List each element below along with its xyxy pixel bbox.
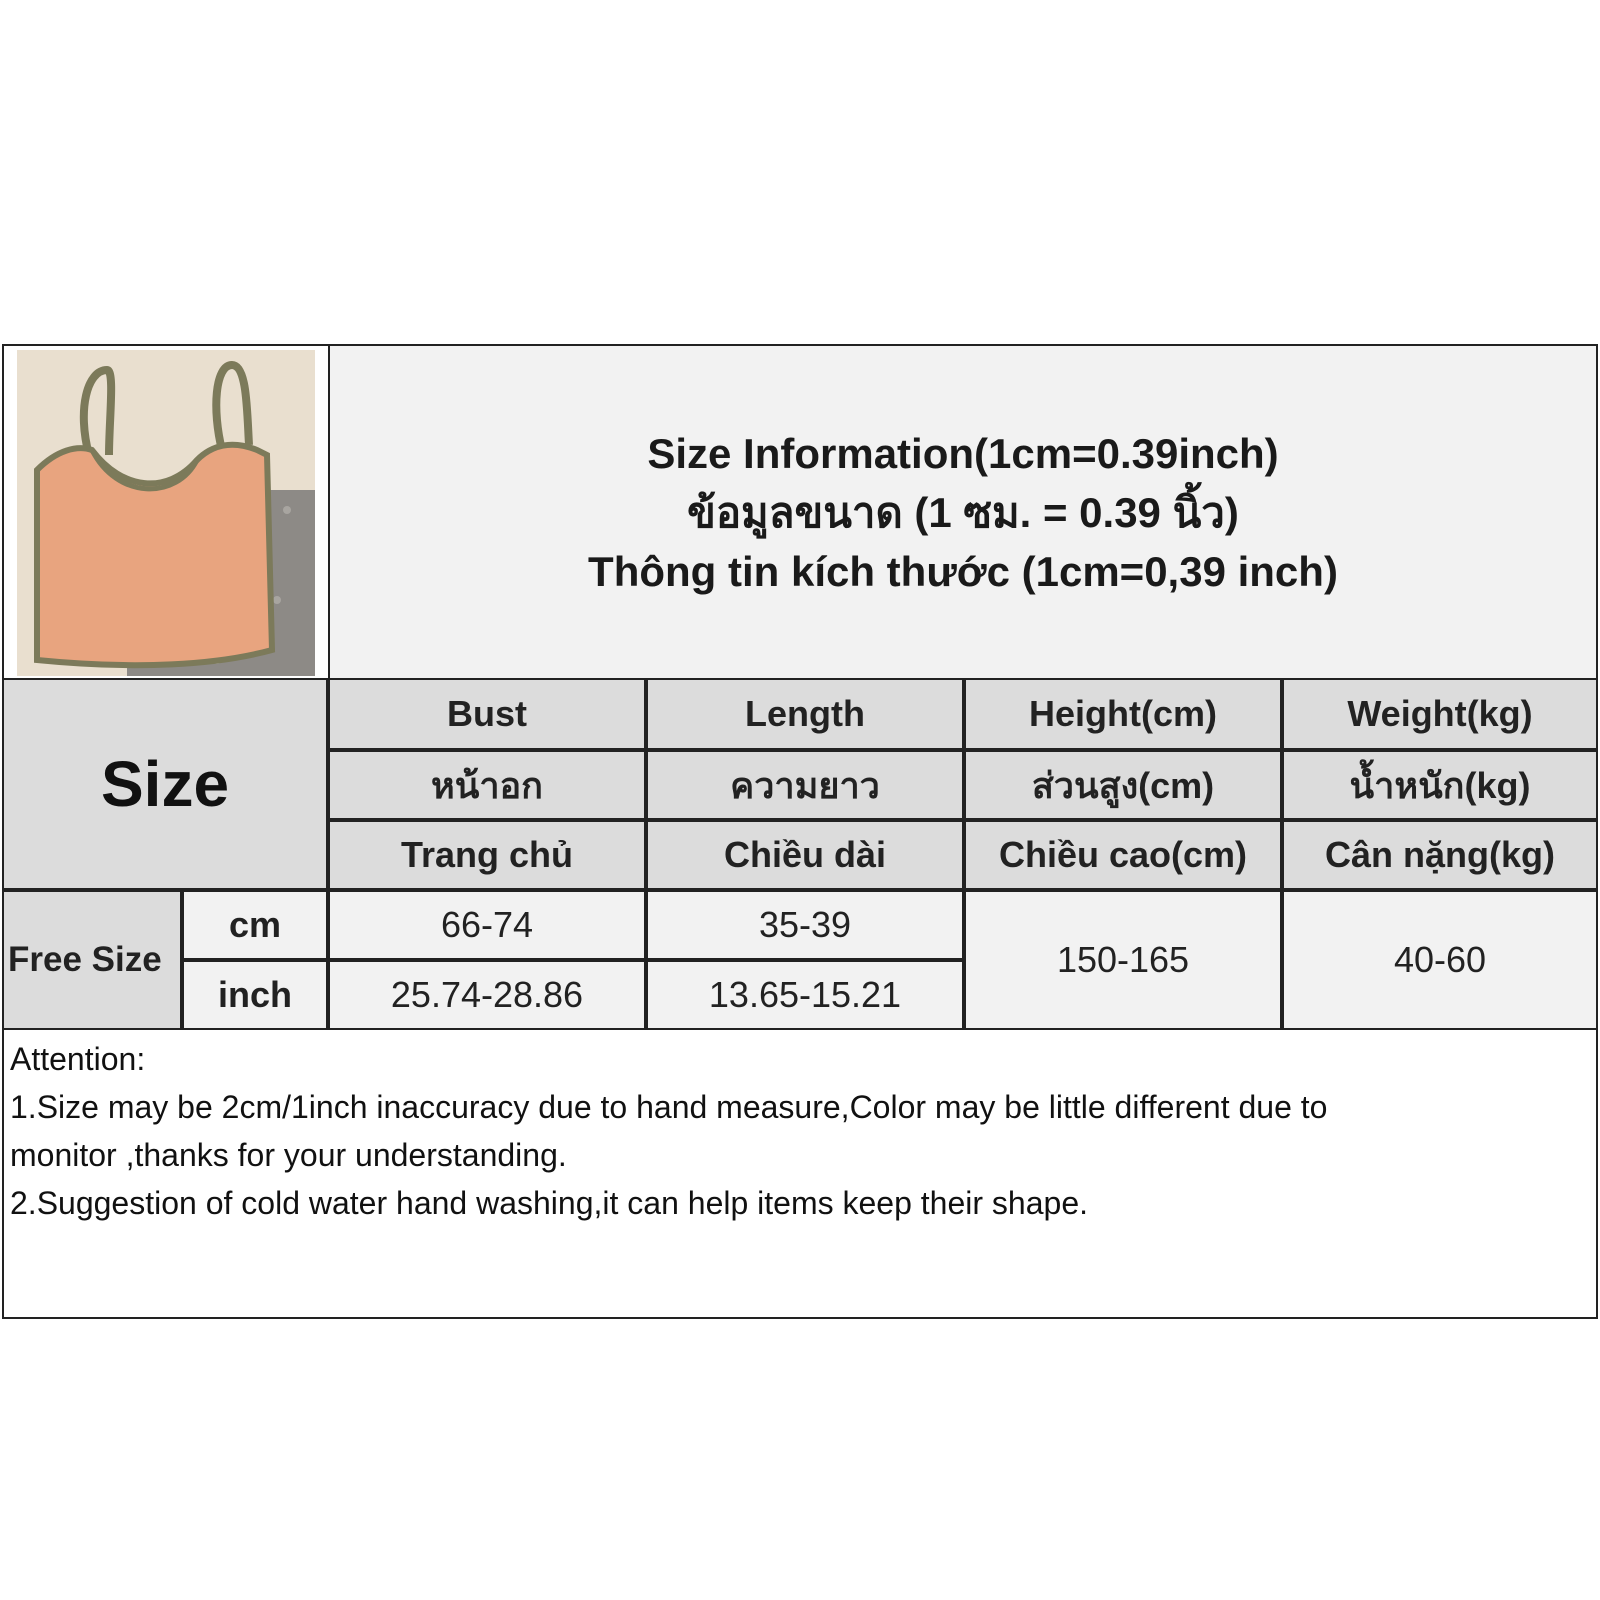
col-weight-th: น้ำหนัก(kg) <box>1282 750 1598 820</box>
height-value: 150-165 <box>964 890 1282 1030</box>
attention-heading: Attention: <box>10 1041 146 1077</box>
col-bust-th: หน้าอก <box>328 750 646 820</box>
size-label: Size <box>2 678 328 890</box>
col-length-th: ความยาว <box>646 750 964 820</box>
col-length-en: Length <box>646 678 964 750</box>
attention-line-3: 2.Suggestion of cold water hand washing,it can help items keep their shape. <box>10 1185 1088 1221</box>
length-cm: 35-39 <box>646 890 964 960</box>
unit-cm: cm <box>182 890 328 960</box>
col-bust-en: Bust <box>328 678 646 750</box>
title-vietnamese: Thông tin kích thước (1cm=0,39 inch) <box>588 547 1338 595</box>
length-inch: 13.65-15.21 <box>646 960 964 1030</box>
col-height-vi: Chiều cao(cm) <box>964 820 1282 890</box>
row-label-free-size: Free Size <box>2 890 182 1030</box>
bust-inch: 25.74-28.86 <box>328 960 646 1030</box>
product-photo <box>17 350 315 676</box>
title-thai: ข้อมูลขนาด (1 ซม. = 0.39 นิ้ว) <box>687 488 1239 536</box>
attention-line-1: 1.Size may be 2cm/1inch inaccuracy due to hand measure,Color may be little different due to <box>10 1089 1328 1125</box>
weight-value: 40-60 <box>1282 890 1598 1030</box>
unit-inch: inch <box>182 960 328 1030</box>
col-height-th: ส่วนสูง(cm) <box>964 750 1282 820</box>
col-height-en: Height(cm) <box>964 678 1282 750</box>
attention-line-2: monitor ,thanks for your understanding. <box>10 1137 567 1173</box>
camisole-top-photo-icon <box>17 350 315 676</box>
title-block <box>328 344 1598 680</box>
attention-notes <box>10 1035 1580 1227</box>
title-english: Size Information(1cm=0.39inch) <box>647 429 1279 477</box>
bust-cm: 66-74 <box>328 890 646 960</box>
col-bust-vi: Trang chủ <box>328 820 646 890</box>
col-length-vi: Chiều dài <box>646 820 964 890</box>
col-weight-vi: Cân nặng(kg) <box>1282 820 1598 890</box>
col-weight-en: Weight(kg) <box>1282 678 1598 750</box>
